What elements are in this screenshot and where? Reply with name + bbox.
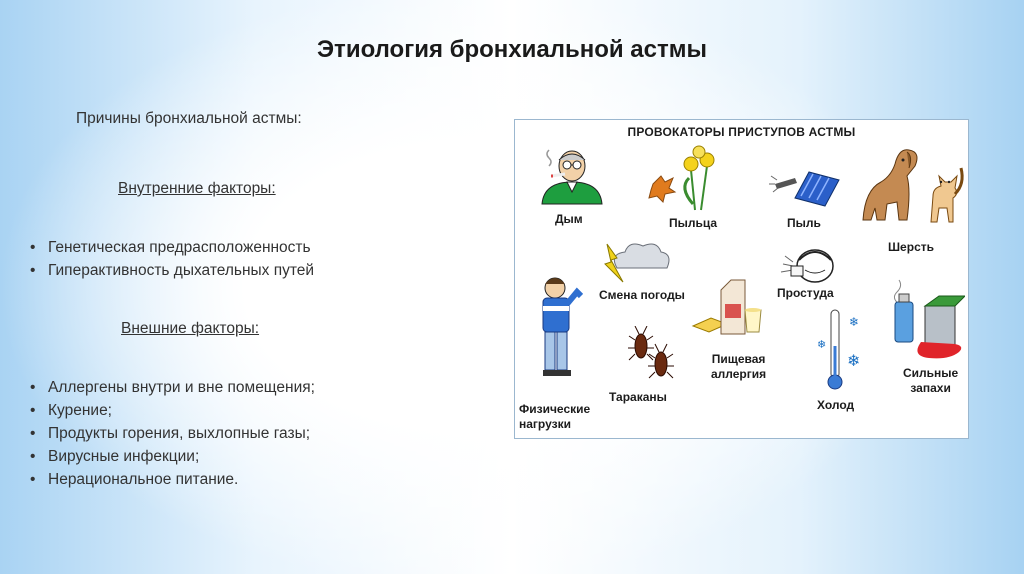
external-factors-list <box>26 376 315 491</box>
label-exercise-line-1: Физические <box>519 402 591 416</box>
paint-spray-icon <box>891 276 965 362</box>
internal-factors-list <box>26 236 314 282</box>
thermometer-snowflakes-icon <box>815 306 865 392</box>
label-food-allergy-line-2: аллергия <box>711 367 767 381</box>
cockroaches-icon <box>627 326 677 386</box>
internal-factors-heading: Внутренние факторы: <box>118 180 276 197</box>
list-item: • Генетическая предрасположенность <box>26 236 314 259</box>
label-strong-odors <box>903 366 958 396</box>
weather-cloud-icon <box>593 238 683 288</box>
label-exercise-line-2: нагрузки <box>519 417 571 431</box>
dog-and-cat-icon <box>857 144 967 224</box>
list-item: • Гиперактивность дыхательных путей <box>26 259 314 282</box>
list-item: • Аллергены внутри и вне помещения; <box>26 376 315 399</box>
causes-heading: Причины бронхиальной астмы: <box>76 110 302 127</box>
label-strong-odors-line-2: запахи <box>910 381 951 395</box>
poster-title: ПРОВОКАТОРЫ ПРИСТУПОВ АСТМЫ <box>627 125 856 139</box>
label-fur: Шерсть <box>888 240 934 254</box>
list-item: • Вирусные инфекции; <box>26 445 315 468</box>
boy-exercise-icon <box>533 276 583 380</box>
asthma-triggers-poster <box>514 119 969 439</box>
smoker-man-icon <box>537 146 617 206</box>
carpet-dust-icon <box>765 158 845 208</box>
label-cold: Холод <box>817 398 855 412</box>
label-weather: Смена погоды <box>599 288 685 302</box>
label-cold-illness: Простуда <box>777 286 834 300</box>
svg-text:❄: ❄ <box>849 315 860 329</box>
svg-text:❄: ❄ <box>817 338 827 351</box>
label-food-allergy-line-1: Пищевая <box>711 352 766 366</box>
label-strong-odors-line-1: Сильные <box>903 366 959 380</box>
flowers-icon <box>643 142 723 212</box>
label-smoke: Дым <box>555 212 583 226</box>
list-item: • Курение; <box>26 399 315 422</box>
label-food-allergy <box>711 352 766 382</box>
label-dust: Пыль <box>787 216 821 230</box>
list-item: • Продукты горения, выхлопные газы; <box>26 422 315 445</box>
sneezing-person-icon <box>777 240 847 290</box>
food-allergy-icon <box>687 274 777 340</box>
slide-title: Этиология бронхиальной астмы <box>316 36 708 63</box>
external-factors-heading: Внешние факторы: <box>121 320 260 337</box>
label-pollen: Пыльца <box>669 216 718 230</box>
label-cockroaches: Тараканы <box>609 390 667 404</box>
label-exercise <box>519 402 590 432</box>
svg-text:❄: ❄ <box>847 351 861 370</box>
list-item: • Нерациональное питание. <box>26 468 315 491</box>
